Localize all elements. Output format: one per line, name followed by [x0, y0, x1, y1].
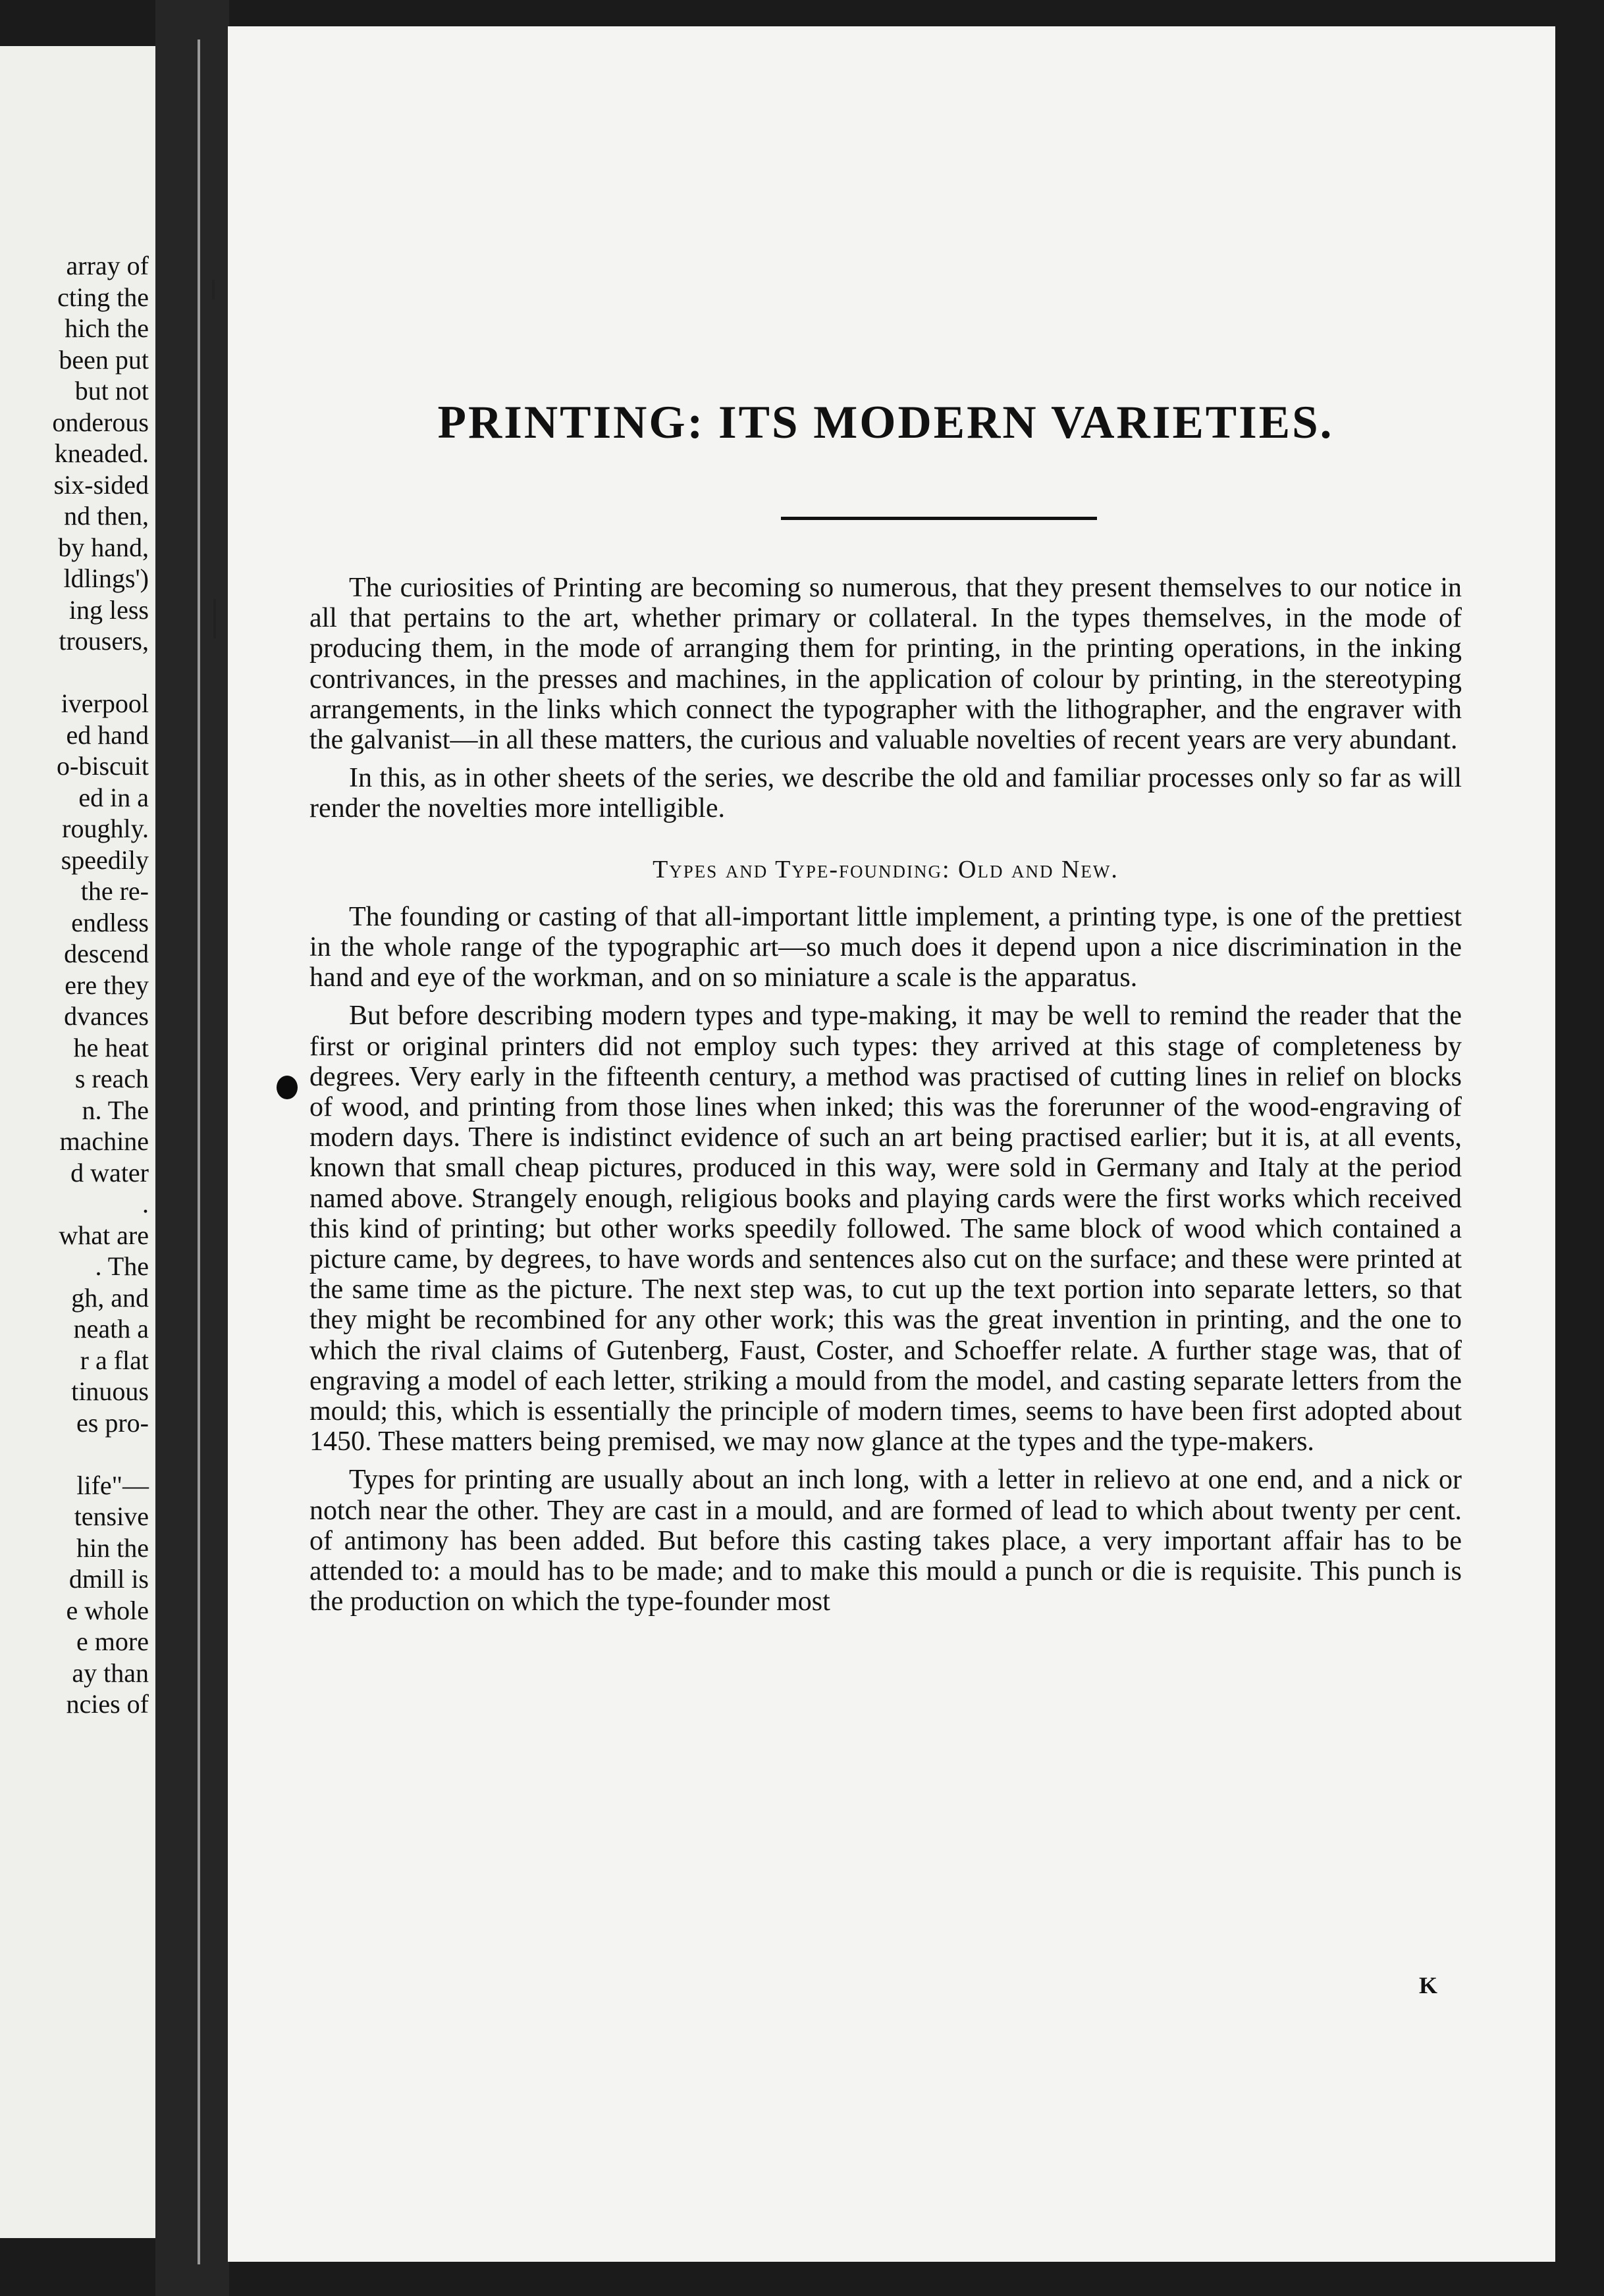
left-page-line: ldlings') — [63, 563, 149, 593]
left-page-line: life"— — [76, 1470, 149, 1500]
book-gutter — [155, 0, 229, 2296]
left-page-line: n. The — [82, 1095, 149, 1125]
left-page-line: roughly. — [62, 814, 149, 843]
gutter-edge-line — [198, 39, 200, 2264]
left-page-line: six-sided — [53, 469, 149, 500]
left-page-line: e whole — [66, 1595, 149, 1625]
left-page-line: d water — [70, 1157, 149, 1187]
left-page-line: gh, and — [71, 1282, 149, 1313]
body-text — [309, 573, 1462, 1625]
left-page-line: es pro- — [76, 1407, 149, 1438]
left-page-line: trousers, — [59, 626, 149, 656]
left-page-line: ncies of — [66, 1689, 149, 1719]
left-page-line: been put — [59, 344, 149, 375]
left-page-line: by hand, — [58, 532, 149, 562]
paragraph-section-2: But before describing modern types and type-making, it may be well to remind the reader that the first or original printers did not employ such types: they arrived at this stage of completeness by degrees. Very early in the fifteenth century, a method was practised of cutting lines in relief on blocks of wood, and printing from those lines when inked; this was the forerunner of the wood-engraving of modern days. There is indistinct evidence of such an art being practised earlier; but it is, at all events, known that small cheap pictures, produced in this way, were sold in Germany and Italy at the period named above. Strangely enough, religious books and playing cards were the first works which received this kind of printing; but other works speedily followed. The same block of wood which contained a picture came, by degrees, to have words and sentences also cut on the surface; and these were printed at the same time as the picture. The next step was, to cut up the text portion into separate letters, so that they might be recombined for any other work; this was the great invention in printing, and the one to which the rival claims of Gutenberg, Faust, Coster, and Schoeffer relate. A further stage was, that of engraving a model of each letter, striking a mould from the model, and casting separate letters from the mould; this, which is essentially the principle of modern times, seems to have been first adopted about 1450. These matters being premised, we may now glance at the types and the type-makers. — [309, 1001, 1462, 1457]
left-page-line: ing less — [68, 594, 149, 625]
left-page-line: but not — [74, 376, 149, 405]
left-page-text-column — [0, 250, 149, 1720]
left-page-line: hich the — [65, 313, 149, 343]
left-page-line: dmill is — [68, 1564, 149, 1594]
margin-mark — [212, 280, 215, 300]
title-rule — [781, 517, 1097, 520]
left-page-line — [0, 1438, 149, 1470]
left-page-line: tinuous — [71, 1376, 149, 1406]
left-page-line: cting the — [57, 282, 149, 312]
left-page-line: ay than — [72, 1657, 149, 1688]
left-page-line: neath a — [73, 1314, 149, 1344]
paragraph-section-3: Types for printing are usually about an inch long, with a letter in relievo at one end, and a nick or notch near the other. They are cast in a mould, and are formed of lead to which about twenty per cent. of antimony has been added. But before this casting takes place, a very important affair has to be attended to: a mould has to be made; and to make this mould a punch or die is requisite. This punch is the production on which the type-founder most — [309, 1465, 1462, 1617]
left-page-line: ed hand — [66, 719, 149, 750]
left-page-line: descend — [64, 939, 149, 968]
margin-mark — [213, 599, 216, 639]
left-page-line: e more — [76, 1627, 149, 1656]
left-page-line: dvances — [64, 1001, 149, 1031]
left-page-line: tensive — [74, 1501, 149, 1531]
margin-bullet — [277, 1076, 298, 1099]
paragraph-intro-1: The curiosities of Printing are becoming so numerous, that they present themselves to our notice in all that pertains to the art, whether primary or collateral. In the types themselves, in the mode of producing them, in the mode of arranging them for printing, in the printing operations, in the inking contrivances, in the presses and machines, in the application of colour by printing, in the stereotyping arrangements, in the links which connect the typographer with the lithographer, and the engraver with the galvanist—in all these matters, the curious and valuable novelties of recent years are very abundant. — [309, 573, 1462, 756]
left-page-line: kneaded. — [54, 438, 149, 468]
left-page-line: he heat — [73, 1032, 149, 1062]
left-page-line: r a flat — [80, 1345, 149, 1375]
left-page-line: ed in a — [78, 782, 149, 812]
left-page-line: endless — [71, 907, 149, 937]
left-page-line: . The — [95, 1251, 149, 1281]
page-title: PRINTING: ITS MODERN VARIETIES. — [437, 397, 1334, 448]
left-page-line: what are — [59, 1220, 149, 1250]
left-page-line: array of — [66, 251, 149, 280]
left-page-line: onderous — [52, 407, 149, 437]
left-page-line — [0, 657, 149, 689]
left-page-line: speedily — [61, 845, 149, 875]
paragraph-section-1: The founding or casting of that all-important little implement, a printing type, is one of the prettiest in the whole range of the typographic art—so much does it depend upon a nice discrimination in the hand and eye of the workman, and on so miniature a scale is the apparatus. — [309, 901, 1462, 993]
left-page-line: machine — [59, 1126, 149, 1156]
left-page-line: o-biscuit — [57, 751, 149, 781]
main-page — [228, 26, 1555, 2262]
left-partial-page — [0, 46, 155, 2238]
left-page-line: s reach — [74, 1064, 149, 1093]
left-page-line: ere they — [65, 970, 149, 1000]
section-heading: Types and Type-founding: Old and New. — [653, 855, 1119, 883]
left-page-line: nd then, — [64, 501, 149, 531]
paragraph-intro-2: In this, as in other sheets of the series, we describe the old and familiar processes only so far as will render the novelties more intelligible. — [309, 763, 1462, 824]
left-page-line: the re- — [80, 876, 149, 906]
signature-mark: K — [1419, 1972, 1438, 1998]
left-page-line: iverpool — [61, 689, 149, 718]
left-page-line: hin the — [76, 1532, 149, 1563]
left-page-line: . — [142, 1189, 149, 1218]
